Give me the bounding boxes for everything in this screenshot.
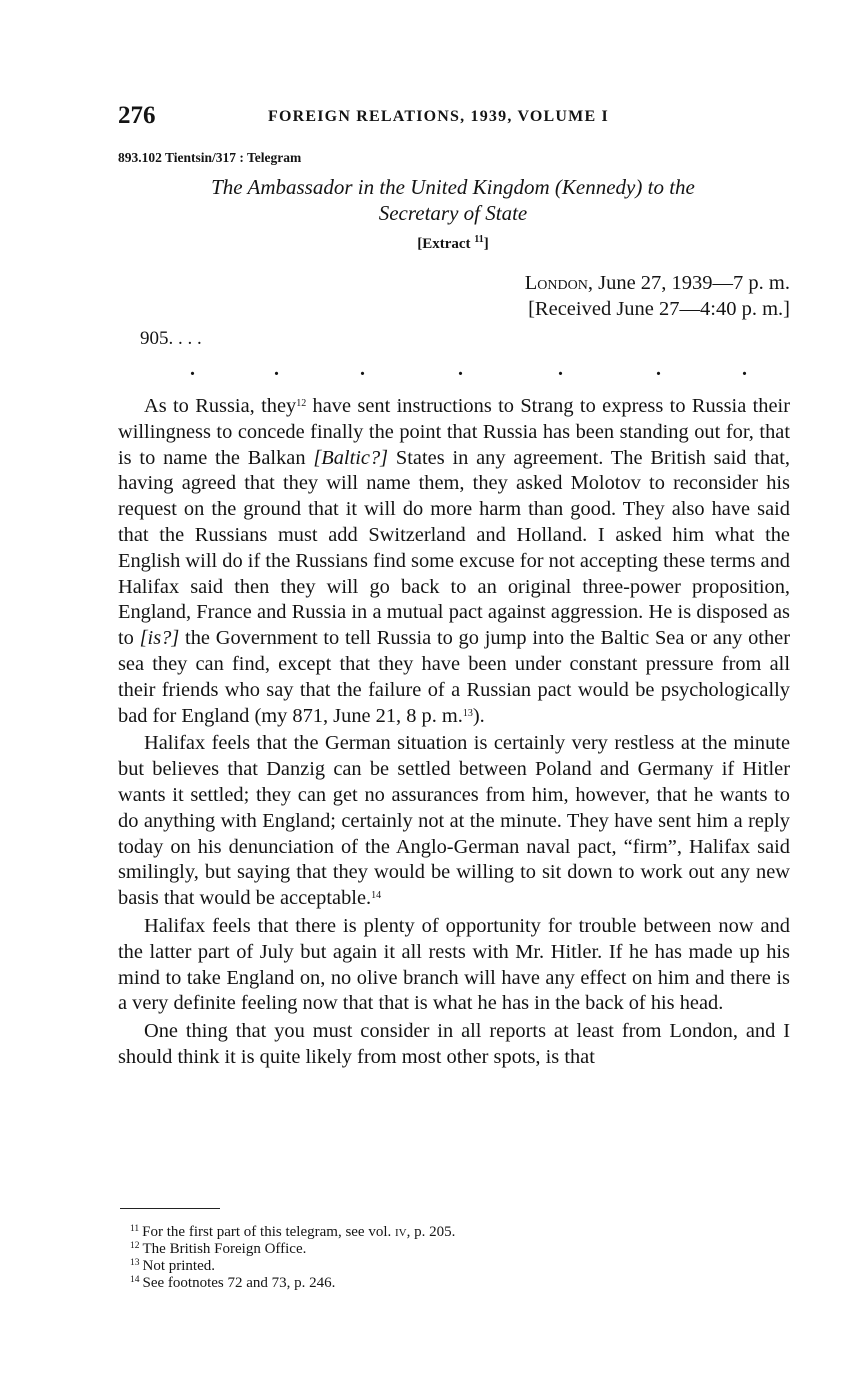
footnote-marker: 14 [130, 1275, 140, 1285]
omission-dot: . [274, 358, 279, 380]
omission-dot: . [742, 358, 747, 380]
footnote-text: See footnotes 72 and 73, p. 246. [142, 1275, 336, 1291]
telegram-number: 905. . . . [140, 328, 202, 349]
footnote-14 [130, 1275, 780, 1292]
document-title [118, 174, 788, 226]
editorial-insertion: [Baltic?] [313, 446, 389, 469]
received-line: [Received June 27—4:40 p. m.] [528, 298, 790, 320]
footnote-12 [130, 1241, 780, 1258]
extract-label [118, 236, 788, 253]
paragraph-3: Halifax feels that there is plenty of opportunity for trouble between now and the latter part of July but again it all rests with Mr. Hitler. If he has made up his mind to take England on, no olive branch will have any effect on him and there is a very definite feeling now that that is what he has in the back of his head. [118, 914, 790, 1015]
footnote-ref-14: 14 [371, 890, 382, 902]
text-run: the Government to tell Russia to go jump into the Baltic Sea or any other sea they can find, except that they have been under constant pressure from all their friends who say that the failure of a Russian pact would be psychologically bad for England (my 871, June 21, 8 p. m. [118, 627, 790, 727]
page-header [118, 102, 788, 134]
footnote-13 [130, 1258, 780, 1275]
extract-close: ] [483, 236, 489, 252]
footnote-ref-12: 12 [296, 398, 307, 409]
omission-dots [190, 358, 770, 378]
omission-dot: . [360, 358, 365, 380]
file-number: 893.102 Tientsin/317 : Telegram [118, 150, 302, 165]
footnote-divider [120, 1208, 220, 1209]
footnote-marker: 12 [130, 1241, 140, 1251]
paragraph-4: One thing that you must consider in all reports at least from London, and I should think it is quite likely from most other spots, is that [118, 1020, 790, 1068]
telegram-body [118, 394, 790, 1071]
text-run: have sent instructions to Strang to express to Russia their willingness to concede finally the point that Russia has been standing out for, that is to name the Balkan [118, 395, 790, 469]
footnote-text: The British Foreign Office. [142, 1241, 307, 1257]
footnote-11 [130, 1224, 780, 1241]
page-number: 276 [118, 102, 156, 129]
omission-dot: . [656, 358, 661, 380]
footnote-text: For the first part of this telegram, see vol. [142, 1224, 396, 1240]
footnote-ref-11: 11 [474, 234, 484, 245]
footnote-marker: 11 [130, 1224, 140, 1234]
text-run: Halifax feels that the German situation is certainly very restless at the minute but believes that Danzig can be settled between Poland and Germany if Hitler wants it settled; they can get no assurances from him, however, that he wants to do anything with England; certainly not at the minute. They have sent him a reply today on his denunciation of the Anglo-German naval pact, “firm”, Halifax said smilingly, but saying that they would be willing to sit down to work out any new basis that would be acceptable. [118, 732, 790, 910]
text-run: States in any agreement. The British said that, having agreed that they will name them, they asked Molotov to reconsider his request on the ground that it will do more harm than good. They also have said that the Russians must add Switzerland and Holland. I asked him what the English will do if the Russians find some excuse for not accepting these terms and Halifax said then they will go back to an original three-power proposition, England, France and Russia in a mutual pact against aggression. He is disposed as to [118, 446, 790, 650]
title-line-1: The Ambassador in the United Kingdom (Kennedy) to the [211, 175, 695, 199]
omission-dot: . [458, 358, 463, 380]
title-line-2: Secretary of State [378, 201, 528, 225]
footnotes [130, 1224, 780, 1292]
place: London, [524, 272, 593, 294]
dateline [525, 270, 790, 322]
footnote-ref-13: 13 [462, 707, 473, 719]
footnote-text: Not printed. [142, 1258, 215, 1274]
editorial-insertion: [is?] [139, 627, 180, 650]
text-run: ). [472, 704, 485, 727]
paragraph-2 [118, 731, 790, 912]
footnote-marker: 13 [130, 1258, 140, 1268]
omission-dot: . [558, 358, 563, 380]
footnote-volume: iv [395, 1224, 407, 1240]
omission-dot: . [190, 358, 195, 380]
paragraph-1 [118, 394, 790, 729]
running-head: FOREIGN RELATIONS, 1939, VOLUME I [268, 108, 609, 125]
extract-text: [Extract [417, 236, 471, 252]
date: June 27, 1939—7 p. m. [592, 272, 790, 294]
footnote-text: , p. 205. [406, 1224, 456, 1240]
text-run: As to Russia, they [144, 395, 297, 417]
place-date [525, 270, 790, 296]
